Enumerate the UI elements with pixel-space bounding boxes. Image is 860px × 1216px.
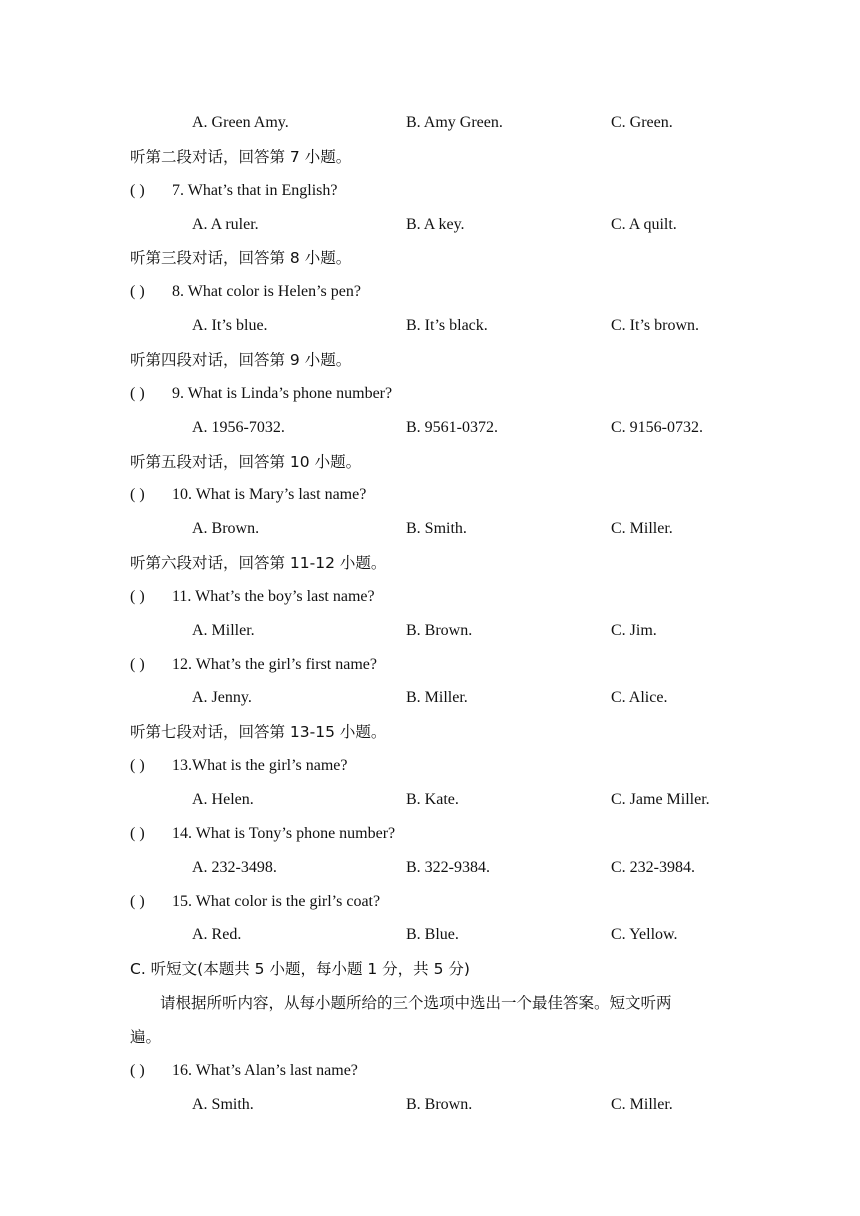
option-c: C. 232-3984. <box>611 859 695 876</box>
option-b: B. It’s black. <box>406 317 488 334</box>
answer-options-row <box>0 858 860 892</box>
answer-blank: ( ) <box>130 757 145 774</box>
instruction-text: 请根据所听内容，从每小题所给的三个选项中选出一个最佳答案。短文听两 <box>160 994 672 1012</box>
option-c: C. Green. <box>611 114 673 131</box>
option-a: A. It’s blue. <box>192 317 268 334</box>
option-b: B. A key. <box>406 216 465 233</box>
section-instruction <box>0 1027 860 1061</box>
option-b: B. Brown. <box>406 1096 473 1113</box>
question-text: 8. What color is Helen’s pen? <box>172 283 361 300</box>
option-b: B. Smith. <box>406 520 467 537</box>
option-b: B. Amy Green. <box>406 114 503 131</box>
answer-blank: ( ) <box>130 1062 145 1079</box>
instruction-text: 听第四段对话，回答第 9 小题。 <box>130 351 352 369</box>
question-text: 15. What color is the girl’s coat? <box>172 893 381 910</box>
option-b: B. Kate. <box>406 791 459 808</box>
option-a: A. A ruler. <box>192 216 259 233</box>
option-a: A. Jenny. <box>192 689 252 706</box>
option-c: C. It’s brown. <box>611 317 699 334</box>
answer-options-row <box>0 418 860 452</box>
option-a: A. 232-3498. <box>192 859 277 876</box>
answer-options-row <box>0 688 860 722</box>
question-text: 11. What’s the boy’s last name? <box>172 588 375 605</box>
option-c: C. Alice. <box>611 689 668 706</box>
question-row <box>0 485 860 519</box>
instruction-text: 听第七段对话，回答第 13-15 小题。 <box>130 723 387 741</box>
question-text: 16. What’s Alan’s last name? <box>172 1062 358 1079</box>
option-a: A. Red. <box>192 926 242 943</box>
option-b: B. Blue. <box>406 926 459 943</box>
question-row <box>0 181 860 215</box>
answer-blank: ( ) <box>130 385 145 402</box>
option-c: C. Jame Miller. <box>611 791 710 808</box>
instruction-text: 听第三段对话，回答第 8 小题。 <box>130 249 352 267</box>
answer-options-row <box>0 621 860 655</box>
answer-blank: ( ) <box>130 588 145 605</box>
answer-blank: ( ) <box>130 825 145 842</box>
answer-options-row <box>0 519 860 553</box>
section-instruction <box>0 553 860 587</box>
answer-blank: ( ) <box>130 486 145 503</box>
option-a: A. Helen. <box>192 791 254 808</box>
option-a: A. Brown. <box>192 520 260 537</box>
section-instruction <box>0 959 860 993</box>
option-a: A. Smith. <box>192 1096 254 1113</box>
option-c: C. Yellow. <box>611 926 678 943</box>
option-c: C. Miller. <box>611 1096 673 1113</box>
instruction-text: 遍。 <box>130 1028 162 1046</box>
question-row <box>0 1061 860 1095</box>
instruction-text: 听第六段对话，回答第 11-12 小题。 <box>130 554 387 572</box>
instruction-text: 听第五段对话，回答第 10 小题。 <box>130 453 362 471</box>
answer-blank: ( ) <box>130 283 145 300</box>
option-c: C. A quilt. <box>611 216 677 233</box>
option-b: B. Brown. <box>406 622 473 639</box>
question-text: 10. What is Mary’s last name? <box>172 486 367 503</box>
instruction-text: 听第二段对话，回答第 7 小题。 <box>130 148 352 166</box>
answer-options-row <box>0 1095 860 1129</box>
answer-options-row <box>0 113 860 147</box>
section-instruction <box>0 350 860 384</box>
answer-options-row <box>0 925 860 959</box>
answer-options-row <box>0 215 860 249</box>
question-text: 14. What is Tony’s phone number? <box>172 825 396 842</box>
question-text: 13.What is the girl’s name? <box>172 757 348 774</box>
question-row <box>0 655 860 689</box>
option-a: A. 1956-7032. <box>192 419 285 436</box>
option-c: C. 9156-0732. <box>611 419 703 436</box>
question-row <box>0 824 860 858</box>
answer-options-row <box>0 316 860 350</box>
question-text: 12. What’s the girl’s first name? <box>172 656 377 673</box>
option-b: B. 322-9384. <box>406 859 490 876</box>
option-b: B. Miller. <box>406 689 468 706</box>
question-row <box>0 892 860 926</box>
question-text: 9. What is Linda’s phone number? <box>172 385 393 402</box>
question-row <box>0 282 860 316</box>
section-instruction <box>0 147 860 181</box>
question-row <box>0 756 860 790</box>
option-c: C. Miller. <box>611 520 673 537</box>
answer-blank: ( ) <box>130 893 145 910</box>
section-instruction <box>0 452 860 486</box>
option-a: A. Miller. <box>192 622 255 639</box>
question-row <box>0 384 860 418</box>
section-instruction <box>0 722 860 756</box>
question-row <box>0 587 860 621</box>
answer-blank: ( ) <box>130 182 145 199</box>
option-a: A. Green Amy. <box>192 114 289 131</box>
answer-options-row <box>0 790 860 824</box>
option-b: B. 9561-0372. <box>406 419 498 436</box>
option-c: C. Jim. <box>611 622 657 639</box>
question-text: 7. What’s that in English? <box>172 182 338 199</box>
paragraph-instruction <box>0 993 860 1027</box>
section-instruction <box>0 248 860 282</box>
answer-blank: ( ) <box>130 656 145 673</box>
instruction-text: C. 听短文(本题共 5 小题，每小题 1 分，共 5 分) <box>130 960 470 978</box>
